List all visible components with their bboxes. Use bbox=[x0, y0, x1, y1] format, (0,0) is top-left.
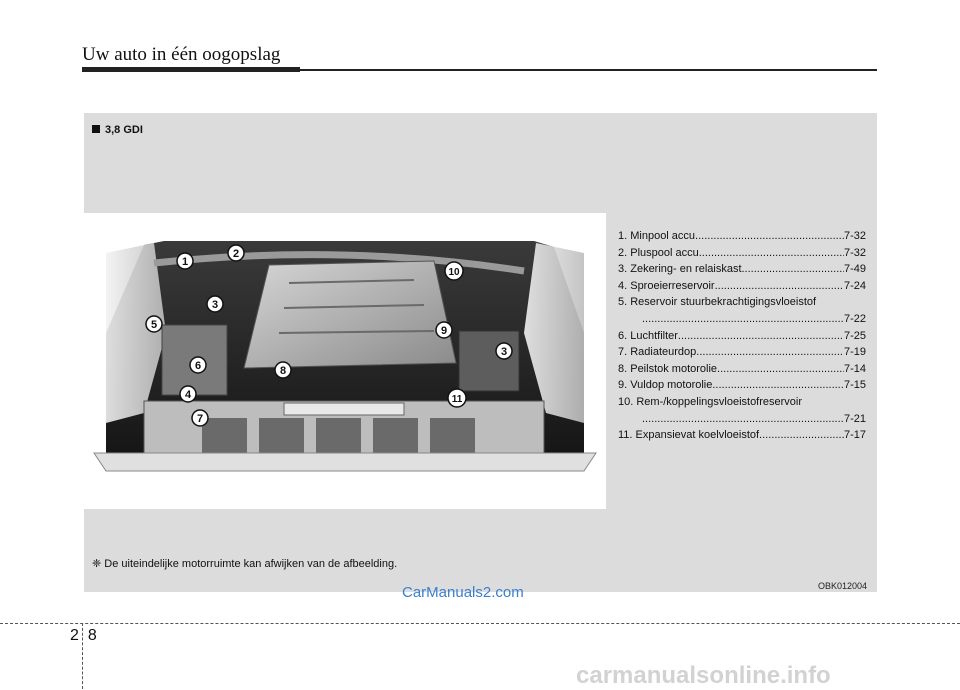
svg-text:2: 2 bbox=[232, 248, 240, 260]
legend-item: 5. Reservoir stuurbekrachtigingsvloeistof bbox=[618, 296, 817, 309]
square-bullet-icon bbox=[92, 125, 100, 133]
callout-8 bbox=[275, 362, 291, 378]
header-bar-thick bbox=[82, 67, 300, 72]
svg-text:3: 3 bbox=[500, 346, 508, 358]
callout-5 bbox=[146, 316, 162, 332]
legend-item: 11. Expansievat koelvloeistof ..... 7-17 bbox=[618, 427, 866, 444]
engine-illustration bbox=[84, 213, 606, 509]
svg-text:6: 6 bbox=[194, 360, 202, 372]
svg-text:3: 3 bbox=[211, 299, 219, 311]
page-number bbox=[70, 627, 97, 645]
svg-text:8: 8 bbox=[279, 365, 287, 377]
chapter-number: 2 bbox=[70, 627, 79, 644]
legend-item: 3. Zekering- en relaiskast ..... 7-49 bbox=[618, 261, 866, 278]
legend-item: 8. Peilstok motorolie ..... 7-14 bbox=[618, 361, 866, 378]
header-bar-thin bbox=[300, 69, 877, 71]
callout-9 bbox=[436, 322, 452, 338]
watermark-carmanuals2[interactable]: CarManuals2.com bbox=[402, 584, 524, 601]
legend-item-continuation: ..... 7-21 bbox=[618, 411, 866, 428]
svg-text:11: 11 bbox=[451, 394, 463, 405]
component-legend bbox=[618, 228, 866, 444]
header-title: Uw auto in één oogopslag bbox=[82, 44, 281, 65]
legend-item: 9. Vuldop motorolie ..... 7-15 bbox=[618, 377, 866, 394]
svg-text:5: 5 bbox=[150, 319, 158, 331]
svg-text:9: 9 bbox=[440, 325, 448, 337]
svg-text:1: 1 bbox=[181, 256, 189, 268]
callout-4 bbox=[180, 386, 196, 402]
section-label bbox=[92, 124, 143, 136]
callout-6 bbox=[190, 357, 206, 373]
legend-item: 6. Luchtfilter ..... 7-25 bbox=[618, 328, 866, 345]
svg-text:7: 7 bbox=[196, 413, 204, 425]
svg-text:10: 10 bbox=[448, 267, 460, 278]
legend-item-continuation: ..... 7-22 bbox=[618, 311, 866, 328]
callout-10 bbox=[445, 262, 463, 280]
legend-item: 7. Radiateurdop ..... 7-19 bbox=[618, 344, 866, 361]
footer-divider bbox=[0, 623, 960, 624]
callout-7 bbox=[192, 410, 208, 426]
figure-code: OBK012004 bbox=[818, 581, 868, 591]
callout-3-left bbox=[207, 296, 223, 312]
svg-text:4: 4 bbox=[184, 389, 192, 401]
legend-item: 2. Pluspool accu ..... 7-32 bbox=[618, 245, 866, 262]
disclaimer-note: ❈ De uiteindelijke motorruimte kan afwijken van de afbeelding. bbox=[92, 558, 398, 570]
page-number-value: 8 bbox=[87, 627, 97, 644]
legend-item: 1. Minpool accu ..... 7-32 bbox=[618, 228, 866, 245]
callout-2 bbox=[228, 245, 244, 261]
section-label-text: 3,8 GDI bbox=[105, 124, 143, 136]
callout-1 bbox=[177, 253, 193, 269]
legend-item: 4. Sproeierreservoir ..... 7-24 bbox=[618, 278, 866, 295]
legend-item: 10. Rem-/koppelingsvloeistofreservoir bbox=[618, 395, 803, 408]
watermark-carmanualsonline: carmanualsonline.info bbox=[576, 662, 831, 689]
callout-11 bbox=[448, 389, 466, 407]
callout-3-right bbox=[496, 343, 512, 359]
